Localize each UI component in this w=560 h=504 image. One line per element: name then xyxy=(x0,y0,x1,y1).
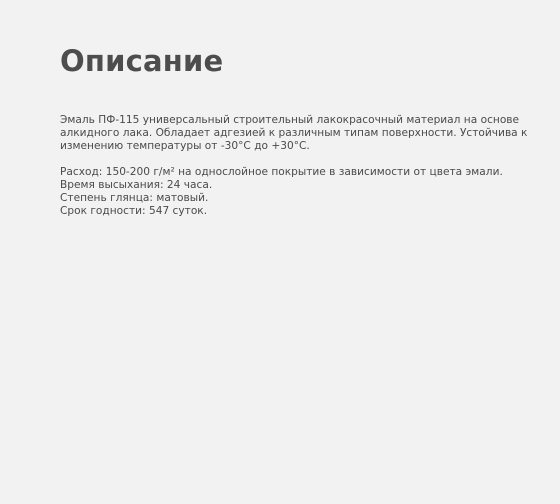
description-content xyxy=(60,114,540,231)
spec-consumption: Расход: 150-200 г/м² на однослойное покрытие в зависимости от цвета эмали. xyxy=(60,166,503,178)
spec-shelf-life: Срок годности: 547 суток. xyxy=(60,205,208,217)
description-line: Эмаль ПФ-115 универсальный строительный лакокрасочный материал на основе xyxy=(60,114,520,126)
description-paragraph xyxy=(60,114,540,153)
specs-paragraph xyxy=(60,166,540,218)
spec-drying-time: Время высыхания: 24 часа. xyxy=(60,179,213,191)
description-line: алкидного лака. Обладает адгезией к различным типам поверхности. Устойчива к xyxy=(60,127,528,139)
spec-gloss-level: Степень глянца: матовый. xyxy=(60,192,209,204)
description-line: изменению температуры от -30°С до +30°С. xyxy=(60,140,310,152)
page-title: Описание xyxy=(60,44,224,78)
